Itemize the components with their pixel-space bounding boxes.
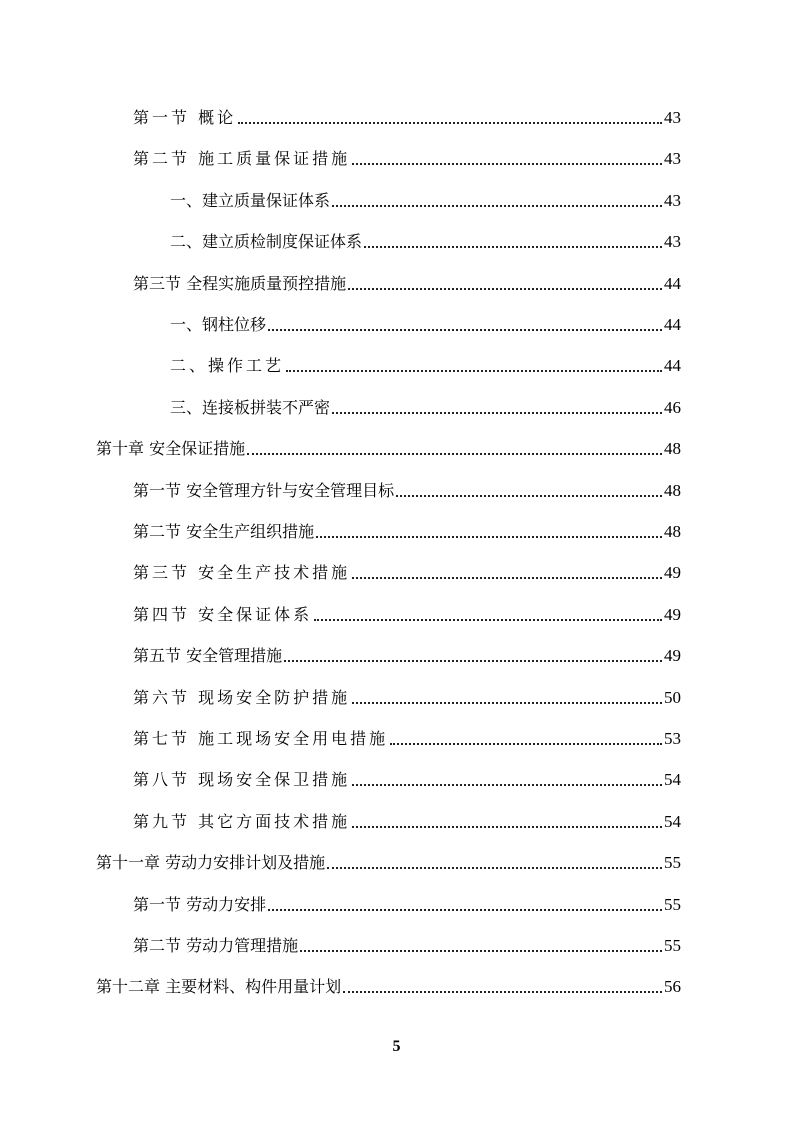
- toc-dot-leader: [247, 453, 662, 455]
- toc-entry-page: 50: [664, 688, 681, 707]
- toc-entry[interactable]: [96, 973, 681, 997]
- toc-dot-leader: [396, 495, 662, 497]
- toc-entry-page: 48: [664, 439, 681, 458]
- toc-dot-leader: [316, 536, 662, 538]
- toc-entry-page: 55: [664, 936, 681, 955]
- toc-entry-title: 第十一章 劳动力安排计划及措施: [96, 853, 326, 872]
- toc-entry-page: 53: [664, 729, 681, 748]
- toc-dot-leader: [352, 577, 662, 579]
- toc-entry[interactable]: [133, 684, 681, 708]
- toc-entry[interactable]: [133, 559, 681, 583]
- toc-dot-leader: [332, 205, 662, 207]
- toc-entry[interactable]: [170, 311, 681, 335]
- toc-entry-page: 48: [664, 481, 681, 500]
- toc-dot-leader: [284, 660, 662, 662]
- toc-entry-page: 43: [664, 108, 681, 127]
- toc-entry-page: 54: [664, 770, 681, 789]
- toc-entry-page: 54: [664, 812, 681, 831]
- toc-entry-title: 一、建立质量保证体系: [170, 191, 331, 210]
- toc-entry-page: 55: [664, 853, 681, 872]
- toc-dot-leader: [286, 370, 662, 372]
- toc-dot-leader: [352, 826, 662, 828]
- toc-dot-leader: [300, 950, 662, 952]
- toc-entry-title: 二、建立质检制度保证体系: [170, 232, 363, 251]
- toc-dot-leader: [352, 702, 662, 704]
- toc-entry-page: 46: [664, 398, 681, 417]
- toc-entry-title: 二、操作工艺: [170, 356, 285, 375]
- toc-entry[interactable]: [133, 104, 681, 128]
- toc-entry-page: 49: [664, 563, 681, 582]
- toc-dot-leader: [348, 288, 662, 290]
- toc-entry[interactable]: [133, 270, 681, 294]
- toc-dot-leader: [343, 991, 662, 993]
- toc-entry-title: 第五节 安全管理措施: [133, 646, 283, 665]
- toc-entry-page: 55: [664, 895, 681, 914]
- toc-entry[interactable]: [170, 352, 681, 376]
- toc-entry-title: 第六节 现场安全防护措施: [133, 688, 351, 707]
- toc-entry-page: 49: [664, 605, 681, 624]
- toc-entry-title: 第十章 安全保证措施: [96, 439, 246, 458]
- toc-dot-leader: [352, 784, 662, 786]
- toc-dot-leader: [268, 909, 662, 911]
- toc-entry-page: 44: [664, 274, 681, 293]
- toc-entry-title: 一、钢柱位移: [170, 315, 267, 334]
- toc-entry[interactable]: [133, 518, 681, 542]
- toc-entry-title: 第二节 施工质量保证措施: [133, 149, 351, 168]
- page-number: 5: [392, 1038, 401, 1055]
- toc-entry[interactable]: [133, 808, 681, 832]
- toc-entry-title: 三、连接板拼装不严密: [170, 398, 331, 417]
- toc-dot-leader: [238, 122, 662, 124]
- toc-dot-leader: [268, 329, 662, 331]
- toc-entry-title: 第四节 安全保证体系: [133, 605, 313, 624]
- toc-entry-title: 第九节 其它方面技术措施: [133, 812, 351, 831]
- toc-entry-page: 56: [664, 977, 681, 996]
- toc-entry-title: 第八节 现场安全保卫措施: [133, 770, 351, 789]
- toc-entry[interactable]: [133, 891, 681, 915]
- toc-entry[interactable]: [170, 228, 681, 252]
- toc-dot-leader: [390, 743, 662, 745]
- toc-entry-title: 第三节 安全生产技术措施: [133, 563, 351, 582]
- toc-entry[interactable]: [96, 435, 681, 459]
- toc-entry-page: 43: [664, 149, 681, 168]
- toc-dot-leader: [314, 619, 662, 621]
- toc-entry[interactable]: [133, 932, 681, 956]
- toc-entry[interactable]: [96, 849, 681, 873]
- toc-entry[interactable]: [133, 477, 681, 501]
- toc-entry-title: 第二节 劳动力管理措施: [133, 936, 299, 955]
- toc-entry-title: 第十二章 主要材料、构件用量计划: [96, 977, 342, 996]
- toc-entry-page: 43: [664, 232, 681, 251]
- toc-entry[interactable]: [133, 601, 681, 625]
- toc-entry[interactable]: [170, 394, 681, 418]
- toc-entry-page: 44: [664, 356, 681, 375]
- toc-entry-page: 44: [664, 315, 681, 334]
- toc-entry-page: 43: [664, 191, 681, 210]
- toc-dot-leader: [352, 163, 662, 165]
- toc-entry[interactable]: [133, 725, 681, 749]
- toc-entry-title: 第一节 安全管理方针与安全管理目标: [133, 481, 395, 500]
- toc-dot-leader: [327, 867, 662, 869]
- toc-entry[interactable]: [170, 187, 681, 211]
- toc-entry[interactable]: [133, 766, 681, 790]
- toc-dot-leader: [332, 412, 662, 414]
- toc-entry-title: 第一节 劳动力安排: [133, 895, 267, 914]
- toc-entry-page: 48: [664, 522, 681, 541]
- toc-entry-title: 第三节 全程实施质量预控措施: [133, 274, 347, 293]
- toc-entry[interactable]: [133, 642, 681, 666]
- toc-dot-leader: [364, 246, 662, 248]
- toc-entry-page: 49: [664, 646, 681, 665]
- toc-entry-title: 第二节 安全生产组织措施: [133, 522, 315, 541]
- toc-entry-title: 第一节 概论: [133, 108, 237, 127]
- toc-entry[interactable]: [133, 145, 681, 169]
- toc-entry-title: 第七节 施工现场安全用电措施: [133, 729, 389, 748]
